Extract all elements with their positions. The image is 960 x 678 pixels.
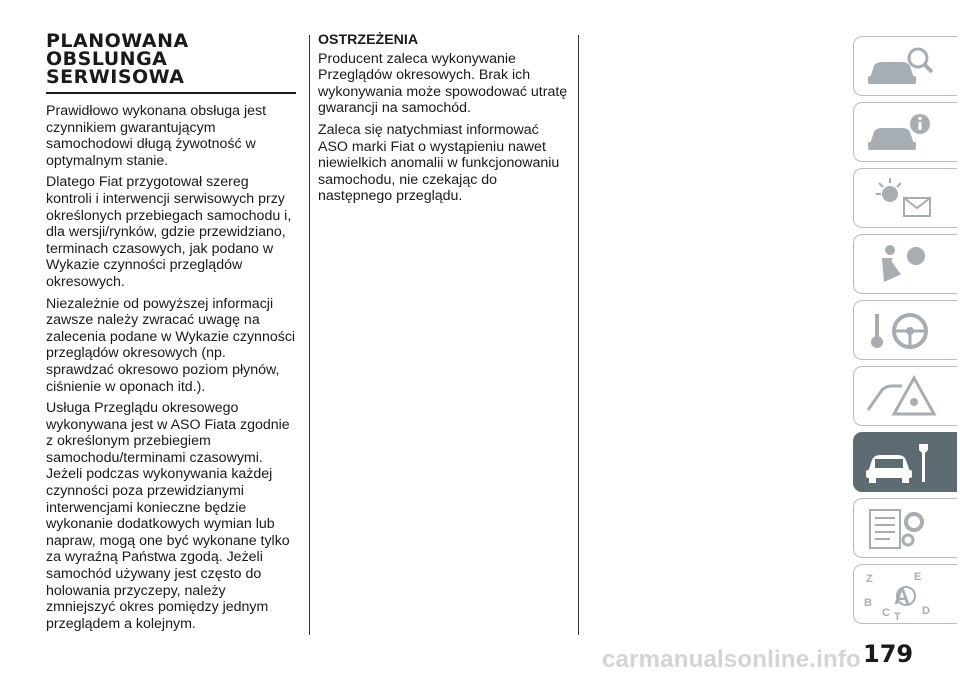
warning-paragraph: Zaleca się natychmiast informować ASO marki Fiat o wystąpieniu nawet niewielkich anomalii w funkcjonowaniu samochodu, nie czekając do następnego przeglądu.: [318, 121, 560, 205]
tab-road-warning[interactable]: [853, 366, 957, 426]
warning-paragraph: Producent zaleca wykonywanie Przeglądów okresowych. Brak ich wykonywania może spowodować utratę gwarancji na samochód.: [318, 50, 568, 117]
title-line: SERWISOWA: [46, 66, 185, 88]
tab-steering-wheel[interactable]: [853, 300, 957, 360]
body-paragraph: Dlatego Fiat przygotował szereg kontroli i interwencji serwisowych przy określonych przebiegach samochodu i, dla wersji/rynków, gdzie przewidziano, terminach czasowych, jak podano w Wykazie czynności przeglądów okresowych.: [46, 174, 292, 290]
alphabetical-index-icon: [862, 570, 942, 620]
column-divider: [309, 35, 310, 635]
warnings-heading: OSTRZEŻENIA: [318, 32, 419, 48]
car-search-icon: [862, 42, 942, 92]
section-title: [46, 32, 296, 94]
body-paragraph: Niezależnie od powyższej informacji zawsze należy zwracać uwagę na zalecenia podane w Wykazie czynności przeglądów okresowych (np. sprawdzać okresowo poziom płynów, ciśnienie w oponach itd.).: [46, 295, 296, 395]
svg-text:Z: Z: [866, 573, 873, 585]
seat-airbag-icon: [862, 240, 942, 290]
tab-alphabetical-index[interactable]: [853, 564, 957, 624]
road-warning-icon: [862, 372, 942, 422]
svg-text:T: T: [894, 611, 901, 620]
warning-lights-message-icon: [862, 174, 942, 224]
tab-car-info[interactable]: [853, 102, 957, 162]
warnings-column: [318, 32, 568, 210]
tab-car-maintenance[interactable]: [853, 432, 957, 492]
page-number: 179: [863, 640, 914, 668]
body-paragraph: Prawidłowo wykonana obsługa jest czynnikiem gwarantującym samochodowi długą żywotność w optymalnym stanie.: [46, 103, 267, 169]
tab-warning-lights[interactable]: [853, 168, 957, 228]
title-line: PLANOWANA: [46, 30, 189, 52]
svg-text:B: B: [864, 597, 872, 609]
title-line: OBSLUNGA: [46, 48, 168, 70]
car-maintenance-icon: [862, 438, 942, 488]
main-column: [46, 32, 296, 637]
tab-seat-airbag[interactable]: [853, 234, 957, 294]
column-divider: [578, 35, 579, 635]
tab-car-search[interactable]: [853, 36, 957, 96]
svg-text:C: C: [882, 607, 890, 619]
svg-text:E: E: [914, 571, 922, 583]
technical-data-icon: [862, 504, 942, 554]
tab-technical-data[interactable]: [853, 498, 957, 558]
watermark: carmanualsonline.info: [602, 646, 861, 673]
car-info-icon: [862, 108, 942, 158]
steering-wheel-key-icon: [862, 306, 942, 356]
svg-text:D: D: [922, 605, 930, 617]
body-paragraph: Usługa Przeglądu okresowego wykonywana jest w ASO Fiata zgodnie z określonym przebiegiem samochodu/terminami czasowymi. Jeżeli podczas wykonywania każdej czynności poza przewidzianymi interwencjami konieczne będzie wykonanie dodatkowych wymian lub napraw, mogą one być wykonane tylko za wyraźną Państwa zgodą. Jeżeli samochód używany jest często do holowania przyczepy, należy zmniejszyć okres pomiędzy jednym przeglądem a kolejnym.: [46, 400, 290, 632]
svg-text:A: A: [894, 584, 910, 609]
